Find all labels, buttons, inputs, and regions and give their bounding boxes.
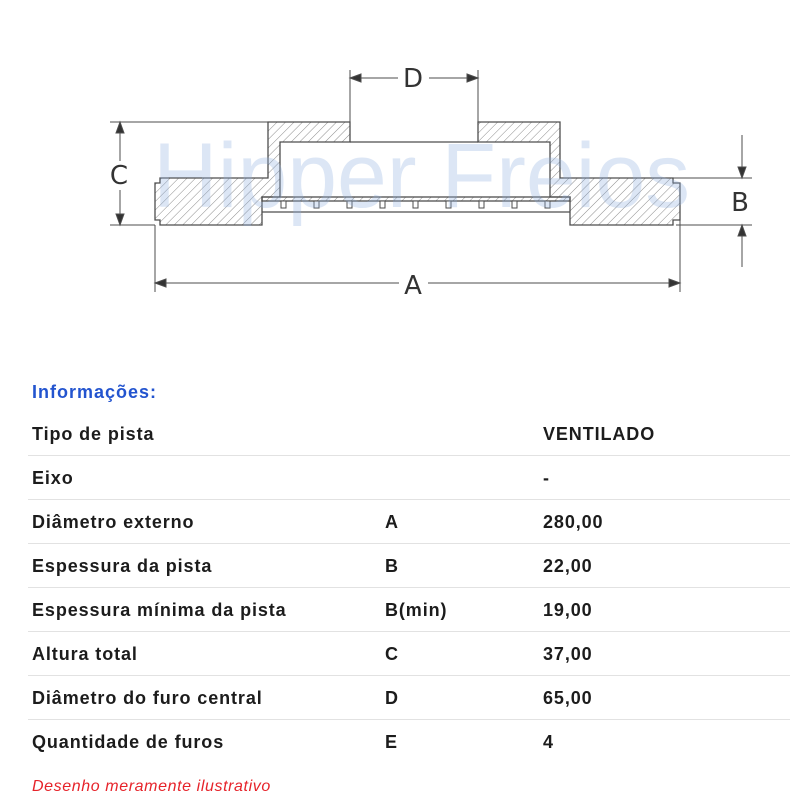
spec-row-axle xyxy=(28,456,790,500)
spec-label: Espessura da pista xyxy=(32,556,213,576)
spec-code: B xyxy=(385,556,399,576)
dimension-a-label: A xyxy=(404,271,422,301)
arrowhead-down xyxy=(738,167,746,178)
disclaimer-note: Desenho meramente ilustrativo xyxy=(32,778,271,795)
spec-row-total-height xyxy=(28,632,790,676)
spec-label: Quantidade de furos xyxy=(32,732,225,752)
info-title: Informações: xyxy=(32,382,158,402)
spec-row-track-thickness xyxy=(28,544,790,588)
dimension-a xyxy=(155,220,680,301)
dimension-d-label: D xyxy=(402,64,424,94)
brand-watermark: Hipper Freios xyxy=(153,125,690,227)
spec-row-hole-count xyxy=(28,720,790,764)
spec-value: 19,00 xyxy=(543,600,593,620)
spec-value: 37,00 xyxy=(543,644,593,664)
dimension-d xyxy=(350,64,478,122)
spec-value: - xyxy=(543,468,550,488)
spec-code: C xyxy=(385,644,399,664)
dimension-c-label: C xyxy=(109,161,129,191)
arrowhead-right xyxy=(467,74,478,82)
spec-label: Espessura mínima da pista xyxy=(32,600,287,620)
spec-label: Tipo de pista xyxy=(32,424,155,444)
spec-row-min-track-thickness xyxy=(28,588,790,632)
arrowhead-up xyxy=(738,225,746,236)
spec-label: Eixo xyxy=(32,468,74,488)
spec-value: 65,00 xyxy=(543,688,593,708)
spec-row-track-type xyxy=(28,412,790,456)
brake-disc-drawing xyxy=(0,0,800,320)
spec-code: A xyxy=(385,512,399,532)
spec-table xyxy=(28,412,790,764)
arrowhead-right xyxy=(669,279,680,287)
arrowhead-up xyxy=(116,122,124,133)
spec-label: Altura total xyxy=(32,644,138,664)
spec-label: Diâmetro do furo central xyxy=(32,688,263,708)
arrowhead-left xyxy=(350,74,361,82)
dimension-b-label: B xyxy=(731,188,749,218)
spec-code: D xyxy=(385,688,399,708)
spec-row-outer-diameter xyxy=(28,500,790,544)
spec-row-center-hole-diameter xyxy=(28,676,790,720)
spec-value: VENTILADO xyxy=(543,424,656,444)
spec-value: 22,00 xyxy=(543,556,593,576)
spec-label: Diâmetro externo xyxy=(32,512,195,532)
spec-code: B(min) xyxy=(385,600,448,620)
spec-code: E xyxy=(385,732,398,752)
spec-value: 280,00 xyxy=(543,512,604,532)
spec-value: 4 xyxy=(543,732,554,752)
arrowhead-down xyxy=(116,214,124,225)
arrowhead-left xyxy=(155,279,166,287)
